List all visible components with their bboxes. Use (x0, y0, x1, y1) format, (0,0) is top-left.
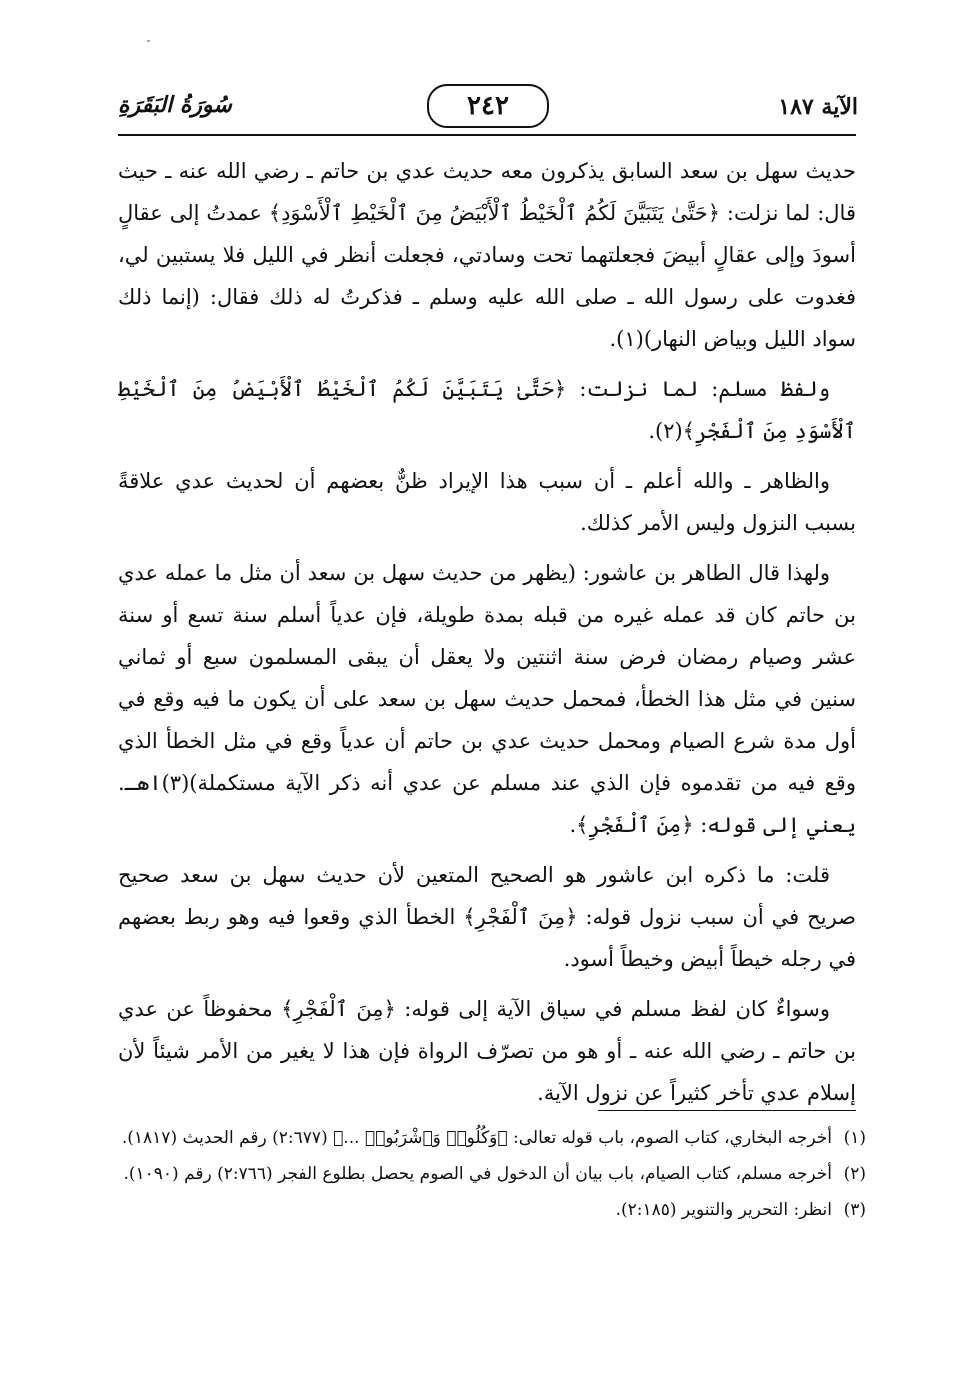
footnote (118, 1122, 866, 1154)
footnote (118, 1194, 866, 1226)
footnote (118, 1158, 866, 1190)
footnote-text: أخرجه البخاري، كتاب الصوم، باب قوله تعالى: ﴿وَكُلُوا۟ وَٱشْرَبُوا۟ ...﴾ (٢:٦٧٧) رقم الحديث (١٨١٧). (121, 1128, 832, 1148)
footnote-number: (٣) (843, 1200, 866, 1220)
paragraph: ولهذا قال الطاهر بن عاشور: (يظهر من حديث سهل بن سعد أن مثل ما عمله عدي بن حاتم كان قد عمله غيره من قبله بمدة طويلة، فإن عدياً أسلم سنة تسع أو سنة عشر وصيام رمضان فرض سنة اثنتين ولا يعقل أن يبقى المسلمون سبع أو ثماني سنين في مثل هذا الخطأ، فمحمل حديث سهل بن سعد على أن يكون ما فيه وقع في أول مدة شرع الصيام ومحمل حديث عدي بن حاتم أن عدياً وقع في مثل الخطأ الذي وقع فيه من تقدموه فإن الذي عند مسلم عن عدي أنه ذكر الآية مستكملة)(٣)اهـ. يعني إلى قوله: ﴿مِنَ ٱلْفَجْرِ﴾. (118, 561, 856, 837)
footnote-number: (١) (843, 1128, 866, 1148)
footnote-text: انظر: التحرير والتنوير (٢:١٨٥). (615, 1200, 832, 1220)
footnotes (118, 1122, 866, 1230)
scan-speck (147, 40, 150, 42)
surah-name: سُورَةُ البَقَرَةِ (118, 92, 232, 118)
page-header (118, 86, 858, 130)
main-text (118, 150, 856, 1122)
paragraph: قلت: ما ذكره ابن عاشور هو الصحيح المتعين لأن حديث سهل بن سعد صحيح صريح في أن سبب نزول قوله: ﴿مِنَ ٱلْفَجْرِ﴾ الخطأ الذي وقعوا فيه وهو ربط بعضهم في رجله خيطاً أبيض وخيطاً أسود. (118, 863, 856, 971)
footnote-text: أخرجه مسلم، كتاب الصيام، باب بيان أن الدخول في الصوم يحصل بطلوع الفجر (٢:٧٦٦) رقم (١٠٩٠). (123, 1164, 832, 1184)
paragraph: حديث سهل بن سعد السابق يذكرون معه حديث عدي بن حاتم ـ رضي الله عنه ـ حيث قال: لما نزلت: ﴿حَتَّىٰ يَتَبَيَّنَ لَكُمُ ٱلْخَيْطُ ٱلْأَبْيَضُ مِنَ ٱلْخَيْطِ ٱلْأَسْوَدِ﴾ عمدتُ إلى عقالٍ أسودَ وإلى عقالٍ أبيضَ فجعلتهما تحت وسادتي، فجعلت أنظر في الليل فلا يستبين لي، فغدوت على رسول الله ـ صلى الله عليه وسلم ـ فذكرتُ له ذلك فقال: (إنما ذلك سواد الليل وبياض النهار)(١). (118, 159, 856, 351)
header-rule (118, 134, 856, 136)
paragraph: والظاهر ـ والله أعلم ـ أن سبب هذا الإيراد ظنٌّ بعضهم أن لحديث عدي علاقةً بسبب النزول وليس الأمر كذلك. (118, 469, 856, 535)
footnote-rule (598, 1110, 856, 1111)
paragraph: ولفظ مسلم: لما نزلت: ﴿حَتَّىٰ يَتَبَيَّنَ لَكُمُ ٱلْخَيْطُ ٱلْأَبْيَضُ مِنَ ٱلْخَيْطِ ٱلْأَسْوَدِ مِنَ ٱلْفَجْرِ﴾(٢). (118, 377, 856, 443)
verse-label: الآية ١٨٧ (778, 94, 858, 120)
paragraph: وسواءٌ كان لفظ مسلم في سياق الآية إلى قوله: ﴿مِنَ ٱلْفَجْرِ﴾ محفوظاً عن عدي بن حاتم ـ رضي الله عنه ـ أو هو من تصرّف الرواة فإن هذا لا يغير من الأمر شيئاً لأن إسلام عدي تأخر كثيراً عن نزول الآية. (118, 997, 856, 1105)
page-number: ٢٤٢ (427, 84, 549, 128)
footnote-number: (٢) (843, 1164, 866, 1184)
